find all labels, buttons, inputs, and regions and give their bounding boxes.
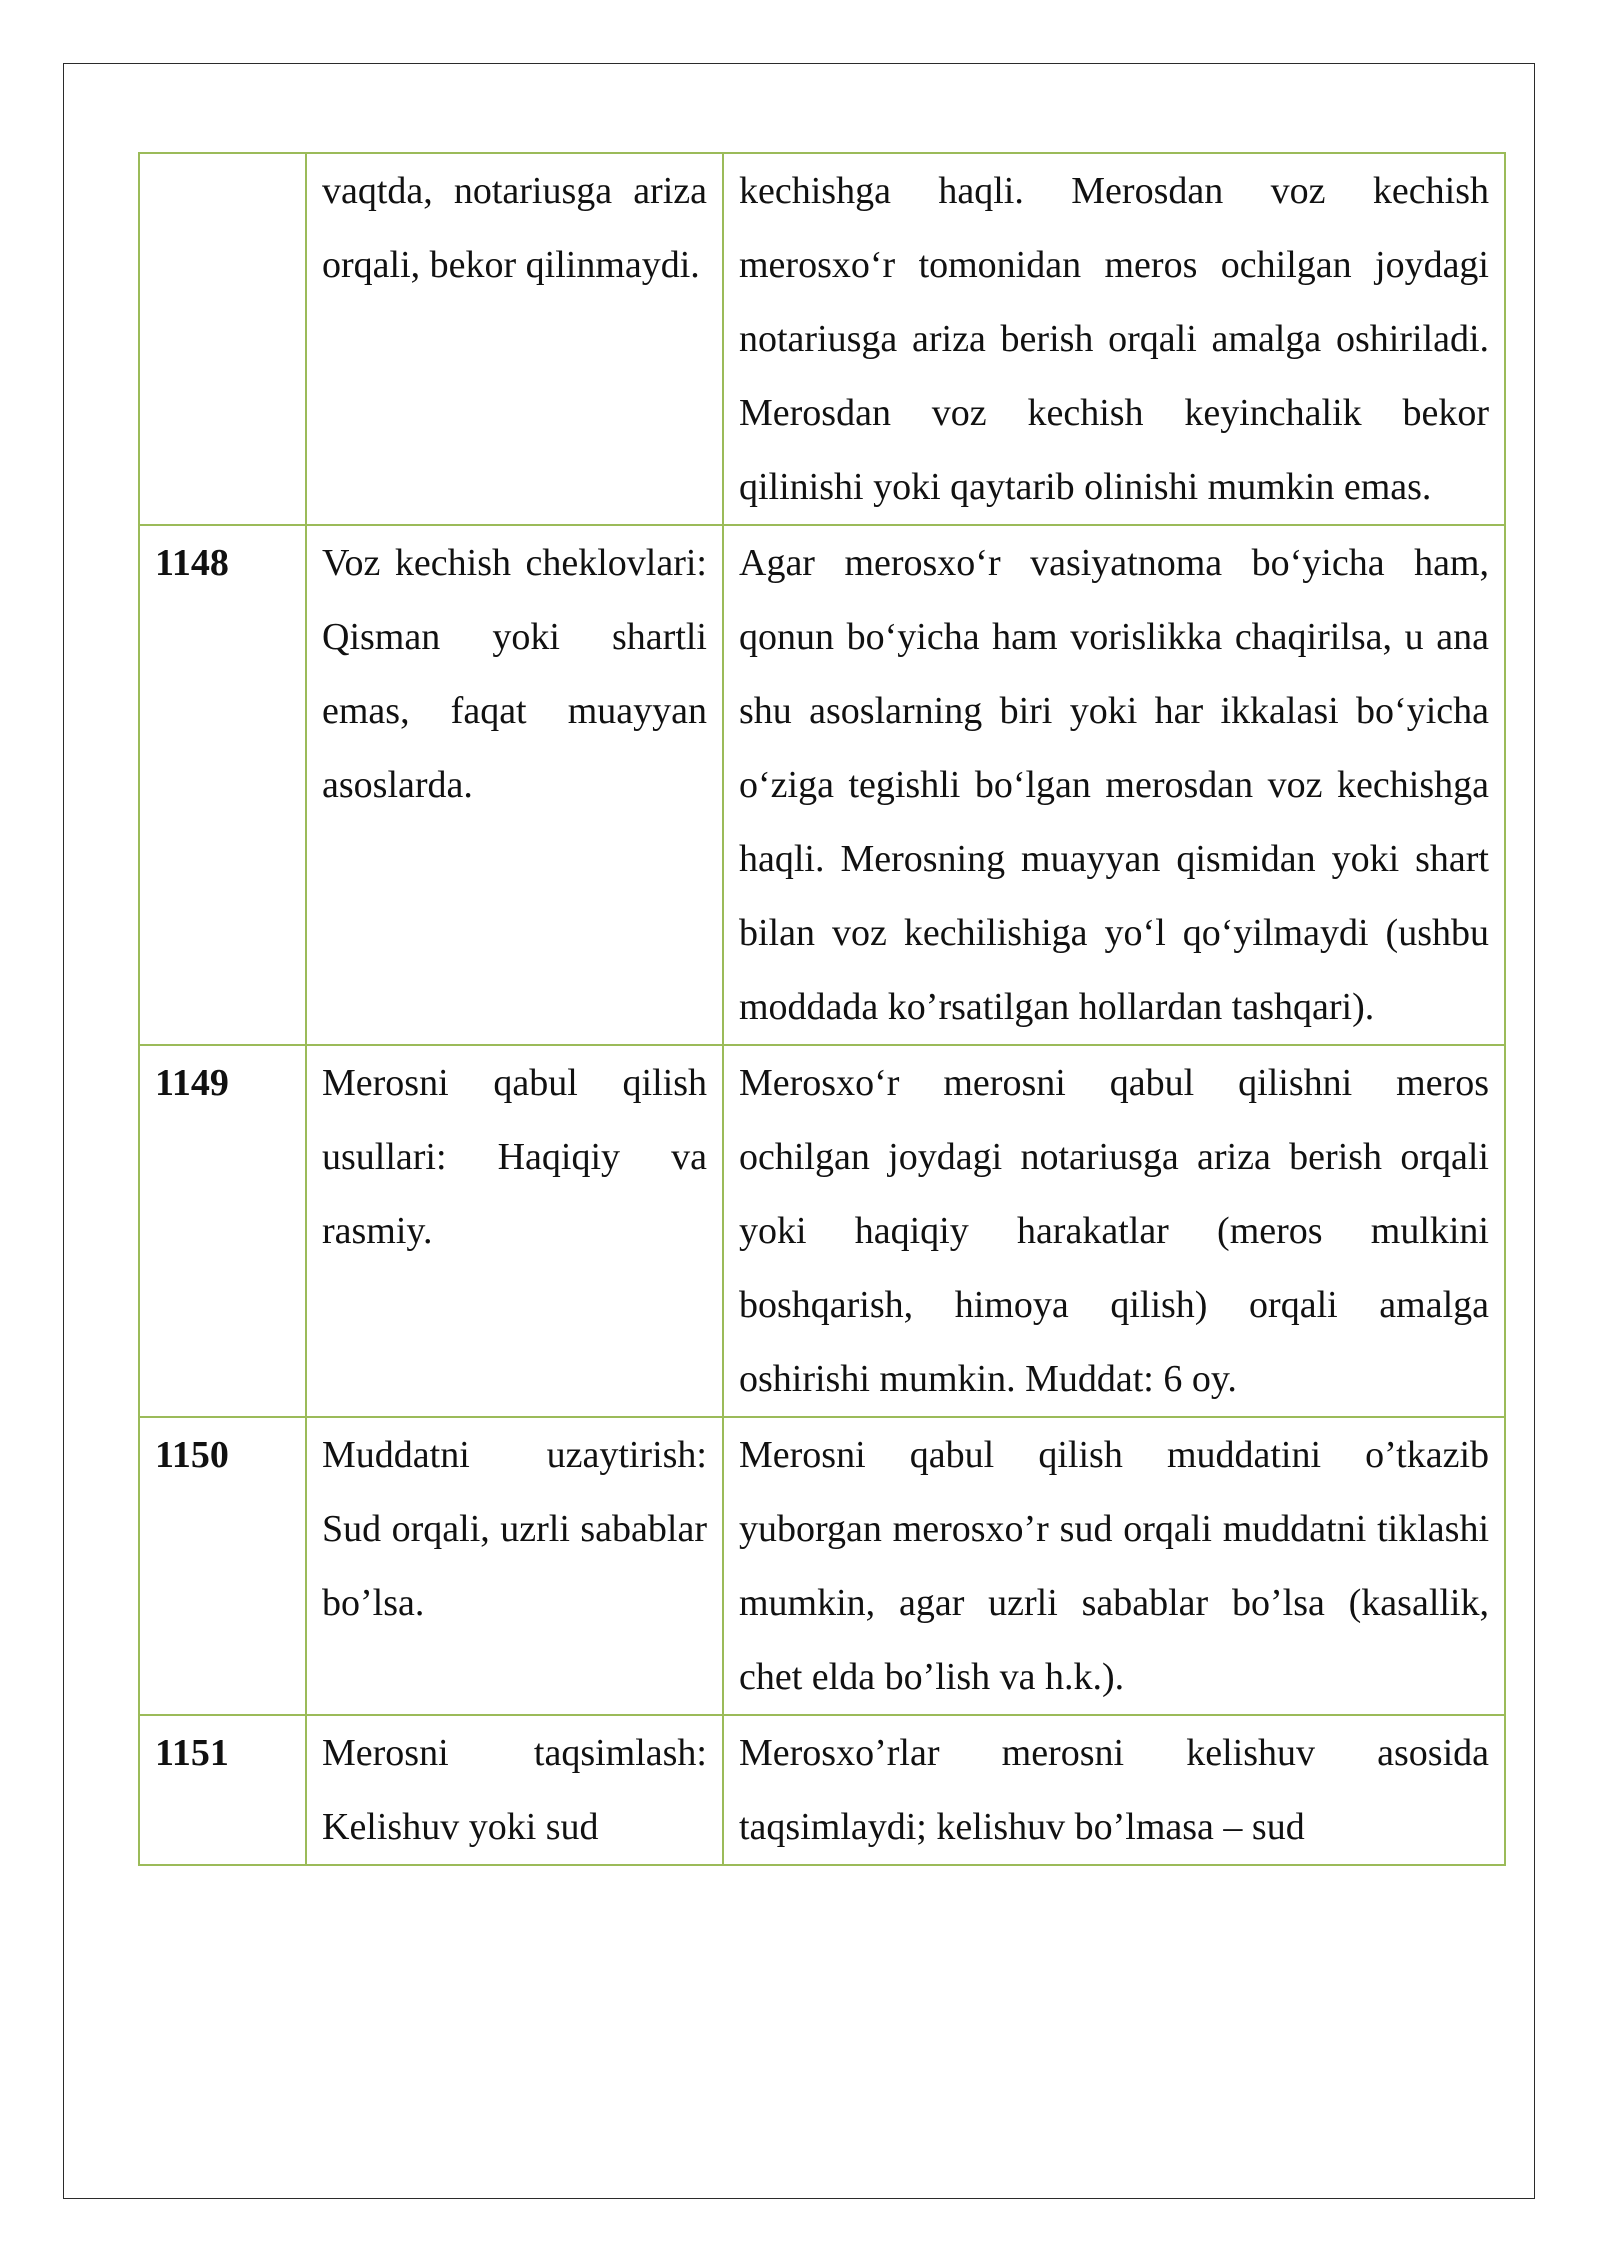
article-description: Merosxoʻr merosni qabul qilishni meros ochilgan joydagi notariusga ariza berish orqali yoki haqiqiy harakatlar (meros mulkini boshqarish, himoya qilish) orqali amalga oshirishi mumkin. Muddat: 6 oy. xyxy=(723,1045,1505,1417)
article-title: Merosni qabul qilish usullari: Haqiqiy va rasmiy. xyxy=(306,1045,723,1417)
article-title: vaqtda, notariusga ariza orqali, bekor qilinmaydi. xyxy=(306,153,723,525)
article-title: Muddatni uzaytirish: Sud orqali, uzrli sabablar bo’lsa. xyxy=(306,1417,723,1715)
article-number: 1151 xyxy=(139,1715,306,1865)
table-row xyxy=(139,1045,1505,1417)
table-row xyxy=(139,153,1505,525)
article-number: 1150 xyxy=(139,1417,306,1715)
article-description: kechishga haqli. Merosdan voz kechish merosxoʻr tomonidan meros ochilgan joydagi notariusga ariza berish orqali amalga oshiriladi. Merosdan voz kechish keyinchalik bekor qilinishi yoki qaytarib olinishi mumkin emas. xyxy=(723,153,1505,525)
article-number: 1149 xyxy=(139,1045,306,1417)
table-row xyxy=(139,525,1505,1045)
article-title: Merosni taqsimlash: Kelishuv yoki sud xyxy=(306,1715,723,1865)
table-row xyxy=(139,1417,1505,1715)
article-number xyxy=(139,153,306,525)
article-description: Merosxo’rlar merosni kelishuv asosida taqsimlaydi; kelishuv bo’lmasa – sud xyxy=(723,1715,1505,1865)
article-title: Voz kechish cheklovlari: Qisman yoki shartli emas, faqat muayyan asoslarda. xyxy=(306,525,723,1045)
article-number: 1148 xyxy=(139,525,306,1045)
article-description: Merosni qabul qilish muddatini o’tkazib yuborgan merosxo’r sud orqali muddatni tiklashi mumkin, agar uzrli sabablar bo’lsa (kasallik, chet elda bo’lish va h.k.). xyxy=(723,1417,1505,1715)
table-row xyxy=(139,1715,1505,1865)
article-description: Agar merosxoʻr vasiyatnoma boʻyicha ham, qonun boʻyicha ham vorislikka chaqirilsa, u ana shu asoslarning biri yoki har ikkalasi boʻyicha oʻziga tegishli boʻlgan merosdan voz kechishga haqli. Merosning muayyan qismidan yoki shart bilan voz kechilishiga yoʻl qoʻyilmaydi (ushbu moddada ko’rsatilgan hollardan tashqari). xyxy=(723,525,1505,1045)
articles-table xyxy=(138,152,1506,1866)
